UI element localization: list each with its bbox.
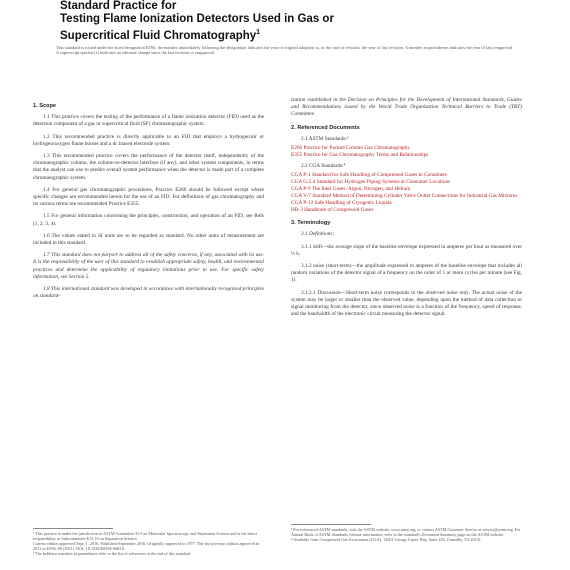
title-line-2: Testing Flame Ionization Detectors Used in Gas or [60, 13, 334, 25]
preamble-note: This standard is issued under the fixed designation E594; the number immediately following the designation indicates the year of original adoption or, in the case of revision, the year of last revision. A number in parentheses indicates the year of last reapproval. A superscript epsilon (ε) indicates an editorial change since the last revision or reapproval. [56, 45, 514, 56]
paragraph-3-1-1: 3.1.1 drift—the average slope of the baseline envelope expressed in amperes per hour as measured over ½ h. [291, 243, 522, 257]
paragraph-1-1: 1.1 This practice covers the testing of the performance of a flame ionization detector (FID) used as the detection component of a gas or supercritical fluid (SF) chromatographic system. [33, 114, 264, 128]
title-line-3 [60, 26, 520, 43]
paragraph-3-1-2: 3.1.2 noise (short-term)—the amplitude expressed in amperes of the baseline envelope that includes all random variations of the detector signal of a frequency on the order of 1 or more cycles per minute (see Fig. 1). [291, 263, 522, 284]
title-line-3-text: Supercritical Fluid Chromatography [60, 29, 257, 42]
document-title [60, 0, 520, 43]
reference-link[interactable]: E260 Practice for Packed Column Gas Chromatography [291, 145, 410, 152]
footnote-2: ² The boldface numbers in parentheses refer to the list of references at the end of this standard. [33, 551, 192, 556]
section-heading-terminology: 3. Terminology [291, 220, 331, 227]
footnote-divider-right [291, 524, 371, 525]
section-heading-scope: 1. Scope [33, 103, 57, 109]
reference-link[interactable]: CGA G-5.4 Standard for Hydrogen Piping Systems at Consumer Locations [291, 179, 451, 186]
reference-link[interactable]: CGA P-1 Standard for Safe Handling of Compressed Gases in Containers [291, 172, 447, 179]
left-column [33, 97, 264, 305]
paragraph-3-1-2-1: 3.1.2.1 Discussion—Short-term noise corresponds to the observed noise only. The actual noise of the system may be larger or smaller than the observed value, depending upon the method of data collection or signal monitoring from the detector, since observed noise is a function of the frequency, speed of response, and the bandwidth of the electronic circuit measuring the detector signal. [291, 289, 522, 318]
reference-link[interactable]: CGA P-12 Safe Handling of Cryogenic Liquids [291, 200, 392, 207]
footnote-3: ³ For referenced ASTM standards, visit the ASTM website, www.astm.org, or contact ASTM Customer Service at service@astm.org. For Annual Book of ASTM Standards volume information, refer to the standard's Document Summary page on the ASTM website. [291, 527, 521, 537]
paragraph-1-5: 1.5 For general information concerning the principles, construction, and operation of an FID, see Refs (1, 2, 3, 4). [33, 213, 264, 227]
paragraph-1-2: 1.2 This recommended practice is directly applicable to an FID that employs a hydrogen/air or hydrogen/oxygen flame burner and a dc biased electrode system. [33, 133, 264, 147]
paragraph-1-6: 1.6 The values stated in SI units are to be regarded as standard. No other units of measurement are included in this standard. [33, 232, 264, 247]
reference-link[interactable]: CGA P-9 The Inert Gases: Argon, Nitrogen, and Helium [291, 186, 411, 193]
title-line-1: Standard Practice for [60, 0, 177, 12]
reference-link[interactable]: E355 Practice for Gas Chromatography Terms and Relationships [291, 152, 429, 159]
footnote-divider-left [33, 528, 113, 529]
footnotes-left [33, 531, 264, 556]
right-column [291, 97, 522, 323]
reference-link[interactable]: CGA V-7 Standard Method of Determining Cylinder Valve Outlet Connections for Industrial Gas Mixtures [291, 193, 518, 200]
paragraph-1-8: 1.8 This international standard was developed in accordance with internationally recognized principles on standard- [33, 286, 264, 300]
section-heading-referenced-documents: 2. Referenced Documents [291, 124, 360, 131]
paragraph-1-4: 1.4 For general gas chromatographic procedures, Practice E260 should be followed except where specific changes are recommended herein for the use of an FID. For definitions of gas chromatography and its various terms see recommended Practice E355. [33, 186, 264, 208]
paragraph-1-7: 1.7 This standard does not purport to address all of the safety concerns, if any, associated with its use. It is the responsibility of the user of this standard to establish appropriate safety, health, and environmental practices and determine the applicability of regulatory limitations prior to use. For specific safety information, see Section 5. [33, 252, 264, 280]
cga-standards-heading: 2.2 CGA Standards:⁴ [301, 163, 346, 170]
reference-link[interactable]: HB-3 Handbook of Compressed Gases [291, 207, 374, 214]
paragraph-1-3: 1.3 This recommended practice covers the performance of the detector itself, independently of the chromatographic column, the column-to-detector interface (if any), and other system components, in terms that the analyst can use to predict overall system performance when the detector is made part of a complete chromatographic system. [33, 153, 264, 181]
footnote-1-edition: Current edition approved Sept. 1, 2016. Published September 2016. Originally approved in 1977. The last previous edition approved in 2011 as E594–96 (2011). DOI: 10.1520/E0594-96R16. [33, 541, 260, 551]
footnote-1: ¹ This practice is under the jurisdiction of ASTM Committee E13 on Molecular Spectroscopy and Separation Science and is the direct responsibility of Subcommittee E13.19 on Separation Science. [33, 531, 257, 541]
footnotes-right [291, 527, 522, 542]
paragraph-1-8-continued: ization established in the Decision on Principles for the Development of International Standards, Guides and Recommendations issued by the World Trade Organization Technical Barriers to Trade (TBT) Committee. [291, 97, 522, 118]
footnote-4: ⁴ Available from Compressed Gas Association (CGA), 14501 George Carter Way, Suite 103, Chantilly, VA 20151. [291, 537, 482, 542]
astm-standards-heading: 2.1 ASTM Standards:³ [301, 135, 349, 142]
title-footnote-mark: 1 [256, 29, 261, 36]
paragraph-3-1: 3.1 Definitions: [301, 231, 335, 238]
